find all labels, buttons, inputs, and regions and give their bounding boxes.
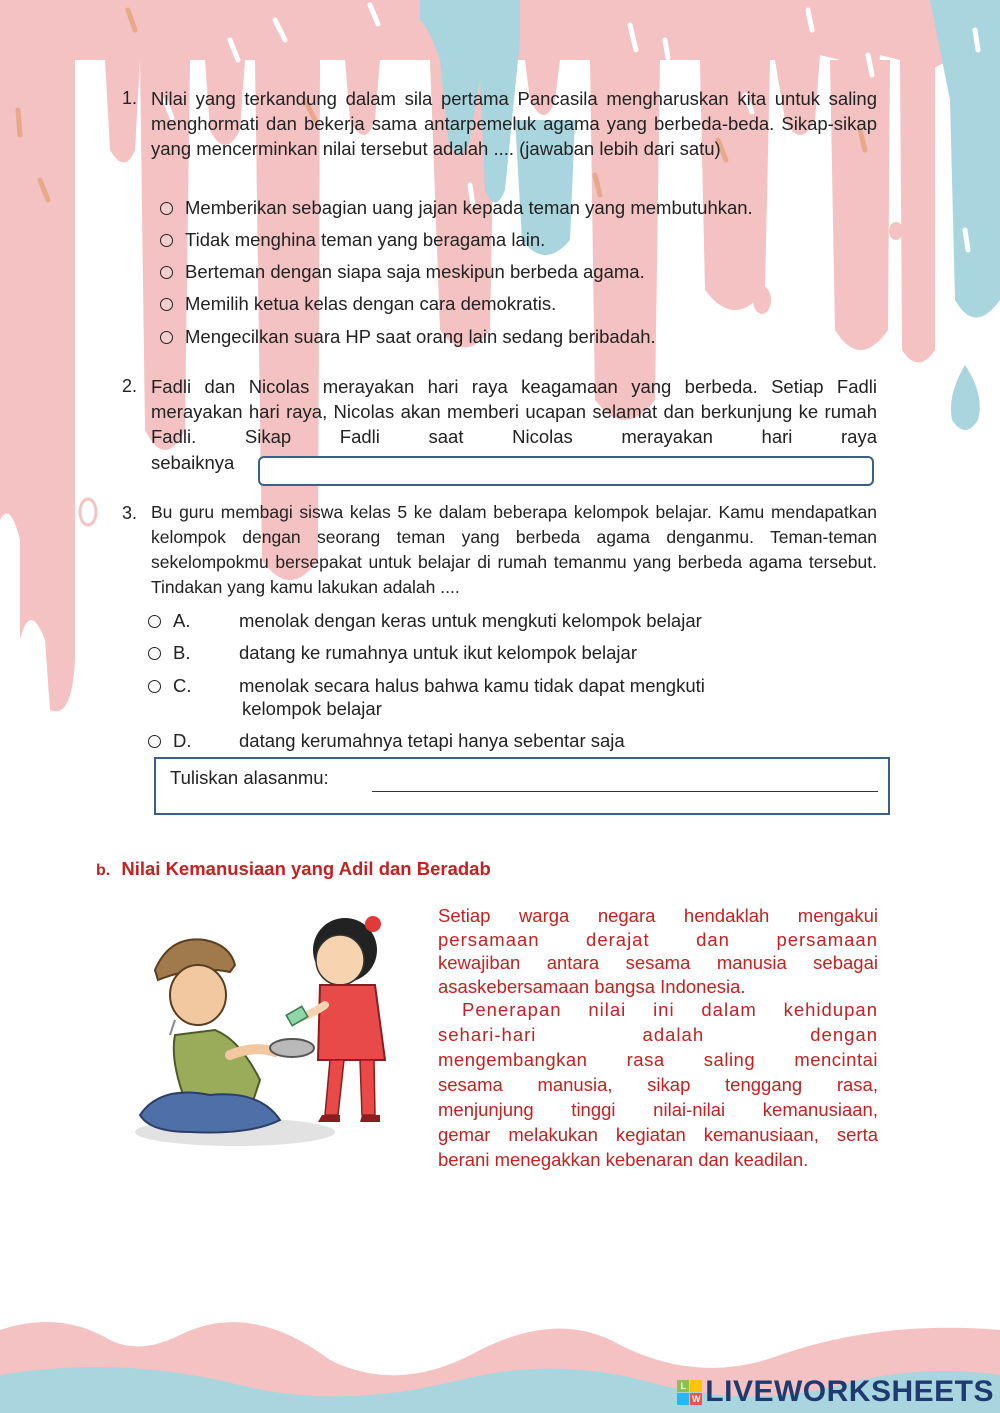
radio-icon[interactable] [160, 331, 173, 344]
pink-drop-left [80, 499, 96, 525]
question-3-number: 3. [122, 503, 138, 523]
pink-drop-dot [889, 222, 903, 240]
section-b-heading [96, 858, 491, 880]
paragraph-line: Setiap warga negara hendaklah mengakui [438, 905, 878, 926]
q3-option-c-label: menolak secara halus bahwa kamu tidak dapat mengkuti [239, 675, 705, 696]
question-3-text: Bu guru membagi siswa kelas 5 ke dalam beberapa kelompok belajar. Kamu mendapatkan kelompok dengan seorang teman yang berbeda agama denganmu. Teman-teman sekelompokmu bersepakat untuk belajar di rumah temanmu yang berbeda agama tersebut. Tindakan yang kamu lakukan adalah .... [151, 502, 877, 597]
q1-option-2-label: Tidak menghina teman yang beragama lain. [185, 229, 546, 250]
section-b-title: Nilai Kemanusiaan yang Adil dan Beradab [121, 858, 491, 879]
q1-option-5[interactable] [160, 326, 656, 348]
reason-box [154, 757, 890, 815]
section-b-letter: b. [96, 862, 111, 879]
paragraph-line: persamaan derajat dan persamaan [438, 928, 878, 950]
paragraph-line: berani menegakkan kebenaran dan keadilan. [438, 1149, 809, 1170]
logo-text: LIVEWORKSHEETS [705, 1375, 994, 1408]
blue-drip-3 [930, 0, 1000, 318]
badge-letter-w: W [692, 1393, 701, 1404]
liveworksheets-logo [677, 1375, 994, 1409]
girl-figure [286, 916, 385, 1122]
radio-icon[interactable] [148, 647, 161, 660]
q3-option-d-letter: D. [173, 730, 192, 751]
q1-option-4[interactable] [160, 293, 556, 315]
paragraph-line: Penerapan nilai ini dalam kehidupan [462, 999, 878, 1020]
question-2-lead: sebaiknya [151, 452, 235, 473]
radio-icon[interactable] [160, 234, 173, 247]
q3-option-a-label: menolak dengan keras untuk mengkuti kelompok belajar [239, 610, 702, 631]
paragraph-line: sehari-hari adalah dengan [438, 1024, 878, 1045]
paragraph-line: gemar melakukan kegiatan kemanusiaan, serta [438, 1124, 878, 1145]
pink-drop-small [753, 286, 771, 314]
paragraph-line: asaskebersamaan bangsa Indonesia. [438, 975, 746, 997]
q3-option-b[interactable] [148, 642, 637, 664]
question-2-number: 2. [122, 376, 138, 396]
q3-option-b-label: datang ke rumahnya untuk ikut kelompok belajar [239, 642, 637, 663]
question-2-text: Fadli dan Nicolas merayakan hari raya keagamaan yang berbeda. Setiap Fadli merayakan hari raya, Nicolas akan memberi ucapan selamat dan berkunjung ke rumah Fadli. Sikap Fadli saat Nicolas merayakan hari raya [151, 376, 877, 447]
q1-option-3-label: Berteman dengan siapa saja meskipun berbeda agama. [185, 261, 645, 282]
badge-letter-l: L [677, 1380, 689, 1392]
question-1-number: 1. [122, 88, 138, 108]
paragraph-line: mengembangkan rasa saling mencintai [438, 1049, 878, 1070]
q3-option-d-label: datang kerumahnya tetapi hanya sebentar saja [239, 730, 625, 751]
reason-label: Tuliskan alasanmu: [170, 767, 329, 788]
section-b-paragraph-1 [438, 904, 878, 998]
radio-icon[interactable] [160, 298, 173, 311]
question-1-text: Nilai yang terkandung dalam sila pertama Pancasila mengharuskan kita untuk saling menghormati dan bekerja sama antarpemeluk agama yang berbeda-beda. Sikap-sikap yang mencerminkan nilai tersebut adalah .... (jawaban lebih dari satu) [151, 88, 877, 159]
beggar-figure [140, 939, 314, 1132]
logo-badge-icon [677, 1380, 702, 1405]
q3-option-c-label-cont: kelompok belajar [242, 698, 382, 719]
reason-input[interactable] [372, 765, 878, 792]
radio-icon[interactable] [148, 735, 161, 748]
blue-drop-4 [951, 365, 980, 430]
radio-icon[interactable] [148, 680, 161, 693]
q1-option-3[interactable] [160, 261, 645, 283]
radio-icon[interactable] [160, 202, 173, 215]
paragraph-line: sesama manusia, sikap tenggang rasa, [438, 1074, 878, 1095]
q3-option-d[interactable] [148, 730, 625, 752]
section-b-paragraph-2 [438, 997, 878, 1172]
illustration-girl-giving-money [130, 910, 420, 1160]
q3-option-b-letter: B. [173, 642, 191, 663]
q1-option-2[interactable] [160, 229, 545, 251]
q1-option-5-label: Mengecilkan suara HP saat orang lain sedang beribadah. [185, 326, 656, 347]
pink-drip-left [0, 60, 75, 711]
q3-option-c[interactable] [148, 675, 705, 697]
radio-icon[interactable] [160, 266, 173, 279]
q1-option-4-label: Memilih ketua kelas dengan cara demokratis. [185, 293, 557, 314]
q1-option-1-label: Memberikan sebagian uang jajan kepada teman yang membutuhkan. [185, 197, 753, 218]
paragraph-line: menjunjung tinggi nilai-nilai kemanusiaan, [438, 1099, 878, 1120]
q1-option-1[interactable] [160, 197, 753, 219]
pink-drip-right3 [900, 60, 935, 363]
q3-option-a-letter: A. [173, 610, 191, 631]
q3-option-a[interactable] [148, 610, 702, 632]
q2-answer-input[interactable] [258, 456, 874, 486]
paragraph-line: kewajiban antara sesama manusia sebagai [438, 952, 878, 973]
q3-option-c-letter: C. [173, 675, 192, 696]
radio-icon[interactable] [148, 615, 161, 628]
